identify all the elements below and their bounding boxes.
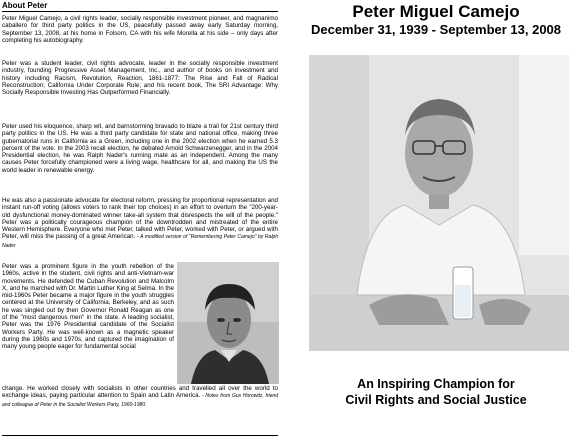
top-rule (2, 11, 278, 12)
right-column (290, 0, 582, 437)
paragraph-5-citation: - Notes from Gus Horowitz, friend and colleague of Peter in the Socialist Workers Party, 1960-1980. (2, 393, 278, 408)
paragraph-5-continued (2, 385, 278, 409)
person-name: Peter Miguel Camejo (352, 2, 520, 21)
bottom-rule (2, 435, 278, 436)
tagline-line-2: Civil Rights and Social Justice (345, 393, 527, 407)
paragraph-4-text: He was also a passionate advocate for electoral reform, pressing for proportional representation and instant run-off voting (allows voters to rank their top choices) in an effort to overturn the "200-year-old dysfunctional money-dominated winner take-all system that disrespects the will of the people." Peter was a politically courageous champion of the downtrodden and mistreated of the entire Western Hemisphere. Everyone who met Peter, talked with Peter, worked with Peter, or argued with Peter, will miss the passing of a great American. (2, 197, 278, 241)
paragraph-4-citation: - A modified version of "Remembering Peter Camejo" by Ralph Nader (2, 234, 278, 249)
paragraph-3: Peter used his eloquence, sharp wit, and barnstorming bravado to blaze a trail for 21st century third party politics in the US. He was a third party candidate for state and national office, making three gubernatorial runs in California as a Green, including one in the 2002 election when he earned 5.3 percent of the vote. In the 2003 recall election, he debated Arnold Schwarzenegger, and in the 2004 Presidential election, he was Ralph Nader's running mate as an independent. Among the many causes Peter forcefully championed were a living wage, healthcare for all, and making the US the world leader in renewable energy. (2, 123, 278, 174)
paragraph-2: Peter was a student leader, civil rights advocate, leader in the socially responsible investment industry, founding Progressive Asset Management, Inc., and author of books on investment and history including Racism, Revolution, Reaction, 1861-1877: The Rise and Fall of Radical Reconstruction; California Under Corporate Rule; and his recent book, The SRI Advantage: Why Socially Responsible Investing Has Outperformed Financially. (2, 60, 278, 97)
young-portrait-photo (177, 262, 279, 384)
paragraph-5-continued-text: change. He worked closely with socialists in other countries and travelled all over the world to exchange ideas, paying particular attention to Spain and Latin America. (2, 385, 278, 400)
left-column (2, 0, 280, 437)
portrait-photo (309, 55, 569, 351)
tagline-line-1: An Inspiring Champion for (357, 377, 515, 391)
section-heading: About Peter (2, 1, 48, 10)
paragraph-5: Peter was a prominent figure in the youth rebellion of the 1960s, active in the student, civil rights and anti-Vietnam-war movements. He defended the Cuban Revolution and Malcolm X, and he marched with Dr. Martin Luther King at Selma. In the mid-1960s Peter became a major figure in the youth struggles centered at the University of California, Berkeley, and as such he was singled out by then Governor Ronald Reagan as one of the "most dangerous men" in the state. A leading socialist, Peter was the 1976 Presidential candidate of the Socialist Workers Party. He was well-known as a magnetic speaker during the 1960s and 1970s, and captured the imagination of many young people eager for fundamental social (2, 263, 174, 351)
paragraph-1: Peter Miguel Camejo, a civil rights leader, socially responsible investment pioneer, and magnanimo caballero for third party politics in the US, peacefully passed away early Saturday morning, September 13, 2008, at his home in Folsom, CA with his wife Morella at his side – only days after completing his autobiography. (2, 15, 278, 44)
paragraph-4 (2, 197, 278, 250)
life-dates: December 31, 1939 - September 13, 2008 (310, 22, 562, 37)
